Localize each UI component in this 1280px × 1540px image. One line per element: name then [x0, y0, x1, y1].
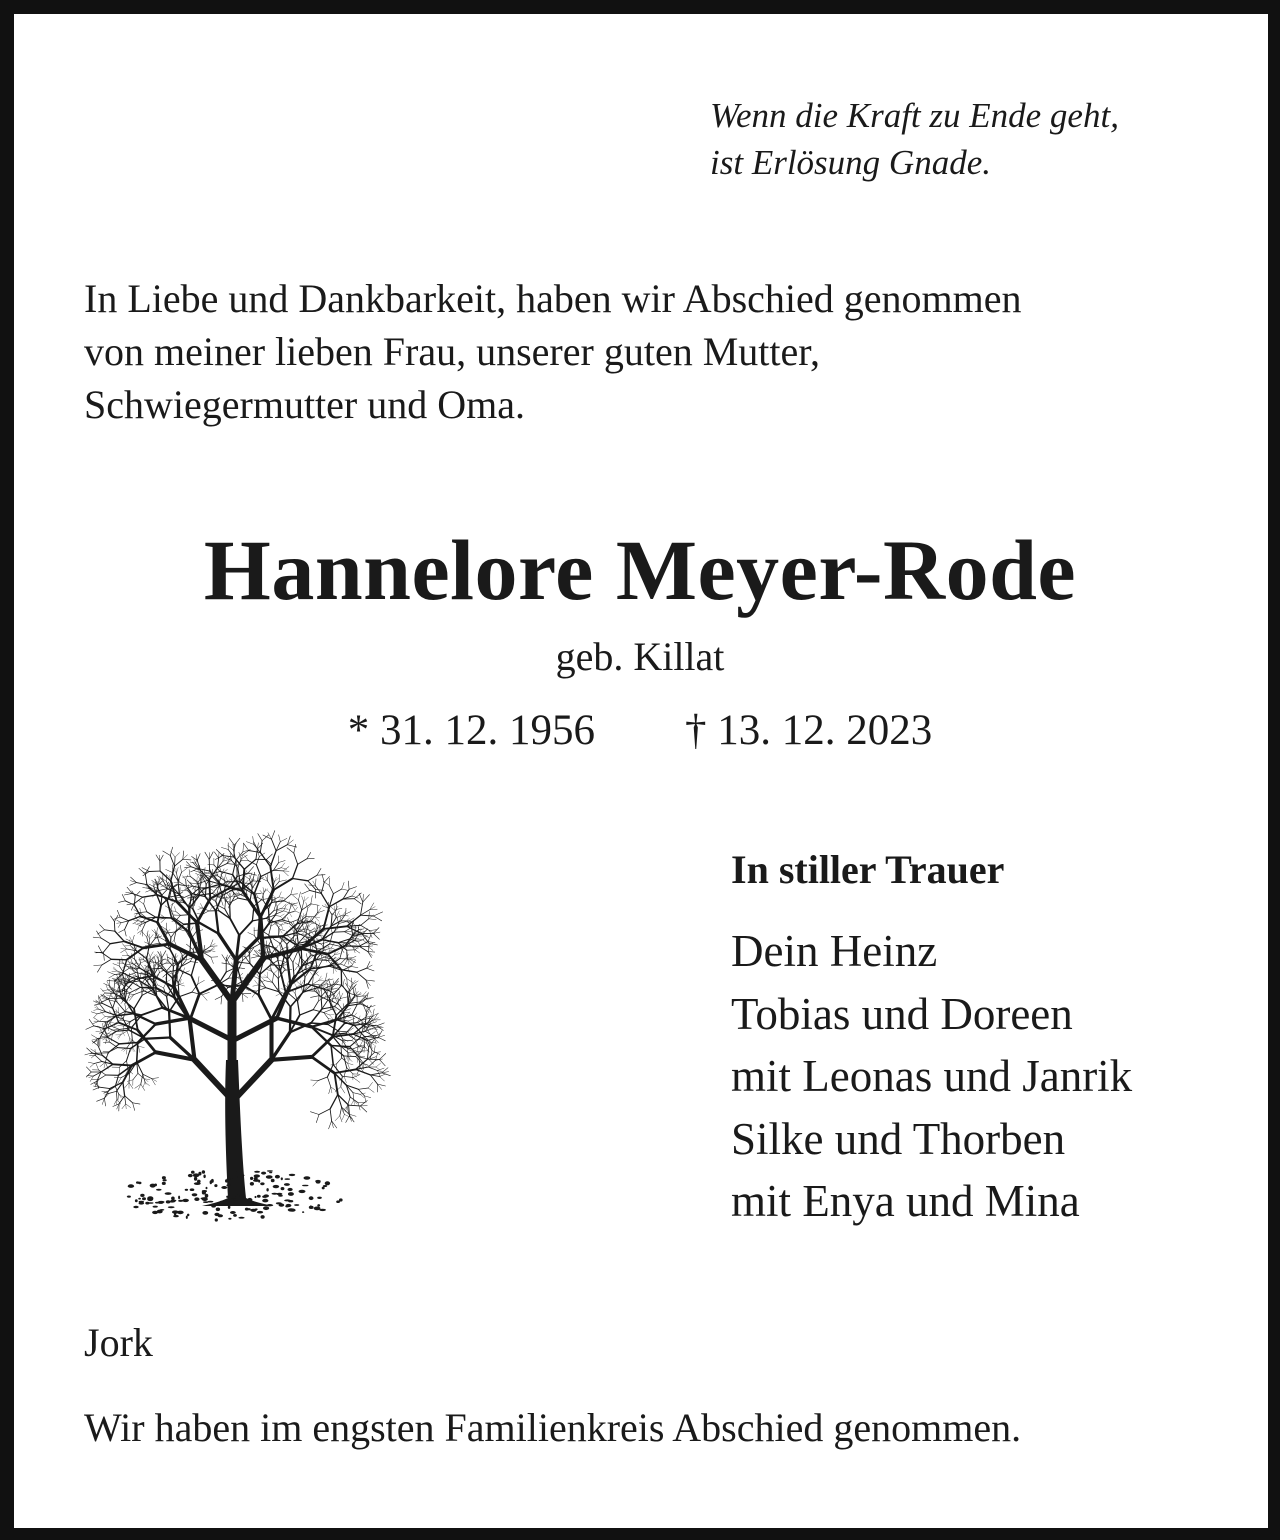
mourner-name: Dein Heinz: [731, 926, 938, 976]
mourner-list: [731, 920, 1132, 1233]
birth-name: geb. Killat: [555, 634, 725, 679]
motto-line: ist Erlösung Gnade.: [710, 143, 991, 182]
motto-quote: [710, 92, 1119, 186]
mourner-name: Silke und Thorben: [731, 1113, 1066, 1164]
motto-line: Wenn die Kraft zu Ende geht,: [710, 96, 1119, 135]
intro-text: [84, 272, 1022, 431]
mourners-block: [731, 844, 1132, 1233]
birth-date: * 31. 12. 1956: [347, 707, 595, 754]
intro-line: von meiner lieben Frau, unserer guten Mutter,: [84, 329, 820, 374]
intro-line: Schwiegermutter und Oma.: [84, 382, 525, 427]
life-dates: [0, 704, 1280, 758]
closing-note: Wir haben im engsten Familienkreis Abschied genommen.: [84, 1405, 1022, 1450]
mourner-name: mit Enya und Mina: [731, 1176, 1080, 1226]
deceased-name: Hannelore Meyer-Rode: [203, 522, 1077, 618]
place-name: Jork: [84, 1320, 153, 1365]
death-date: † 13. 12. 2023: [685, 707, 933, 754]
mourner-name: mit Leonas und Janrik: [731, 1051, 1133, 1101]
intro-line: In Liebe und Dankbarkeit, haben wir Abschied genommen: [84, 276, 1022, 321]
mourning-heading: In stiller Trauer: [731, 847, 1005, 892]
mourner-name: Tobias und Doreen: [731, 988, 1073, 1039]
tree-icon: [78, 810, 398, 1230]
